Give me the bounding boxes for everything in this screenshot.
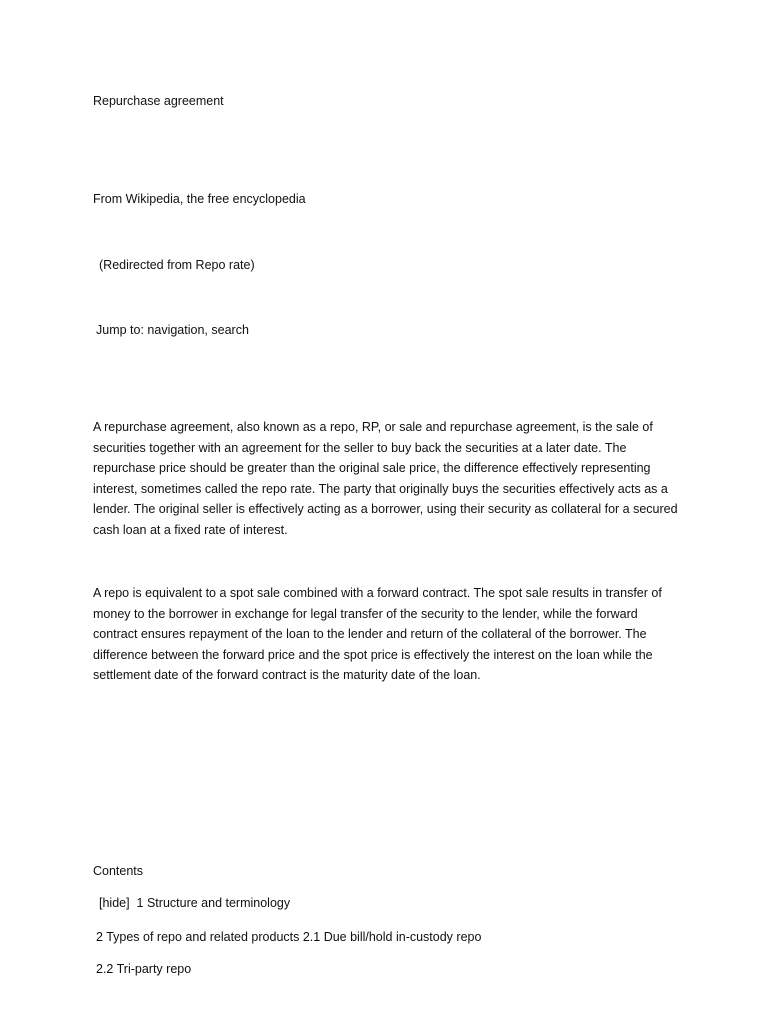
contents-item-1 [99, 893, 290, 914]
contents-item-2 [96, 927, 481, 948]
source-line: From Wikipedia, the free encyclopedia [93, 192, 306, 206]
jump-separator: , [204, 323, 212, 337]
contents-heading: Contents [93, 864, 144, 878]
navigation-link[interactable]: navigation [147, 323, 205, 337]
contents-link-tri-party[interactable]: 2.2 Tri-party repo [96, 962, 192, 976]
redirect-note: (Redirected from Repo rate) [99, 258, 255, 272]
page-title: Repurchase agreement [93, 94, 224, 108]
contents-hide-toggle[interactable]: [hide] [99, 896, 130, 910]
contents-item-3 [96, 959, 191, 980]
intro-paragraph: A repurchase agreement, also known as a repo, RP, or sale and repurchase agreement, is the sale of securities together with an agreement for the seller to buy back the securities at a later date. The repurchase price should be greater than the original sale price, the difference effectively representing interest, sometimes called the repo rate. The party that originally buys the securities effectively acts as a lender. The original seller is effectively acting as a borrower, using their security as collateral for a secured cash loan at a fixed rate of interest. [93, 420, 678, 537]
contents-link-types[interactable]: 2 Types of repo and related products 2.1 Due bill/hold in-custody repo [96, 930, 482, 944]
search-link[interactable]: search [211, 323, 249, 337]
jump-links [96, 320, 249, 341]
jump-prefix: Jump to: [96, 323, 148, 337]
second-paragraph: A repo is equivalent to a spot sale combined with a forward contract. The spot sale results in transfer of money to the borrower in exchange for legal transfer of the security to the lender, while the forward contract ensures repayment of the loan to the lender and return of the collateral of the borrower. The difference between the forward price and the spot price is effectively the interest on the loan while the settlement date of the forward contract is the maturity date of the loan. [93, 586, 662, 682]
contents-link-structure[interactable]: 1 Structure and terminology [136, 896, 291, 910]
